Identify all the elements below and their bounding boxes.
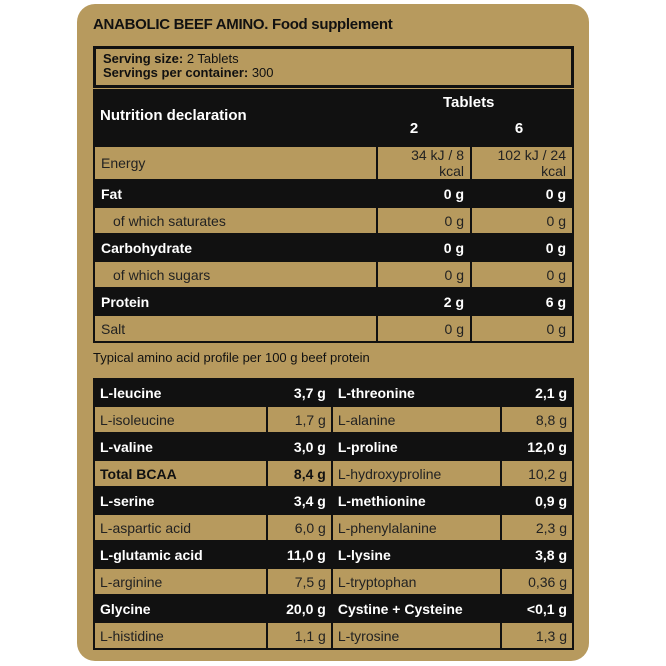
table-row: [94, 460, 573, 487]
nutrition-header: [93, 89, 574, 145]
table-row: [94, 288, 573, 315]
amino-name: L-methionine: [332, 487, 501, 514]
amino-name: Cystine + Cysteine: [332, 595, 501, 622]
amino-name: L-proline: [332, 433, 501, 460]
table-row: [94, 180, 573, 207]
row-label: Energy: [94, 146, 377, 180]
amino-value: 3,0 g: [267, 433, 332, 460]
servings-per-container: [103, 66, 564, 80]
amino-value: 3,4 g: [267, 487, 332, 514]
row-label: Protein: [94, 288, 377, 315]
amino-value: 7,5 g: [267, 568, 332, 595]
table-row: [94, 406, 573, 433]
amino-value: 0,9 g: [501, 487, 573, 514]
serving-info: [93, 46, 574, 88]
table-row: [94, 379, 573, 406]
table-row: [94, 315, 573, 342]
amino-value: 11,0 g: [267, 541, 332, 568]
amino-name: L-valine: [94, 433, 267, 460]
amino-value: 3,7 g: [267, 379, 332, 406]
row-label: Fat: [94, 180, 377, 207]
tablets-col-6: 6: [514, 120, 524, 137]
amino-value: <0,1 g: [501, 595, 573, 622]
row-value-2: 0 g: [377, 315, 471, 342]
amino-value: 20,0 g: [267, 595, 332, 622]
amino-name: L-threonine: [332, 379, 501, 406]
row-label: of which sugars: [94, 261, 377, 288]
amino-name: L-histidine: [94, 622, 267, 649]
row-value-2: 0 g: [377, 207, 471, 234]
row-value-2: 0 g: [377, 261, 471, 288]
amino-table: [93, 378, 574, 650]
table-row: [94, 487, 573, 514]
amino-name: L-tyrosine: [332, 622, 501, 649]
amino-name: L-tryptophan: [332, 568, 501, 595]
row-value-6: 0 g: [471, 234, 573, 261]
amino-name: L-alanine: [332, 406, 501, 433]
nutrition-heading: Nutrition declaration: [100, 107, 247, 124]
table-row: [94, 595, 573, 622]
amino-name: L-leucine: [94, 379, 267, 406]
amino-caption: Typical amino acid profile per 100 g beef protein: [93, 350, 370, 365]
table-row: [94, 234, 573, 261]
table-row: [94, 568, 573, 595]
amino-value: 8,4 g: [267, 460, 332, 487]
servings-per-container-value: 300: [248, 65, 274, 80]
amino-value: 10,2 g: [501, 460, 573, 487]
servings-per-container-label: Servings per container:: [103, 65, 249, 80]
table-row: [94, 207, 573, 234]
amino-name: Glycine: [94, 595, 267, 622]
supplement-label: [77, 4, 589, 661]
serving-size: [103, 52, 564, 66]
table-row: [94, 514, 573, 541]
table-row: [94, 261, 573, 288]
table-row: [94, 433, 573, 460]
row-value-6: 0 g: [471, 261, 573, 288]
amino-value: 3,8 g: [501, 541, 573, 568]
row-value-2: 0 g: [377, 234, 471, 261]
amino-name: L-arginine: [94, 568, 267, 595]
table-row: [94, 541, 573, 568]
row-label: Carbohydrate: [94, 234, 377, 261]
tablets-col-2: 2: [409, 120, 419, 137]
amino-value: 1,3 g: [501, 622, 573, 649]
row-value-2: 0 g: [377, 180, 471, 207]
amino-name: Total BCAA: [94, 460, 267, 487]
amino-value: 1,1 g: [267, 622, 332, 649]
amino-value: 0,36 g: [501, 568, 573, 595]
amino-value: 2,1 g: [501, 379, 573, 406]
row-label: of which saturates: [94, 207, 377, 234]
serving-size-value: 2 Tablets: [183, 51, 239, 66]
amino-name: L-serine: [94, 487, 267, 514]
amino-name: L-glutamic acid: [94, 541, 267, 568]
row-value-6: 0 g: [471, 315, 573, 342]
amino-value: 1,7 g: [267, 406, 332, 433]
amino-name: L-lysine: [332, 541, 501, 568]
row-value-2: 2 g: [377, 288, 471, 315]
row-value-6: 102 kJ / 24 kcal: [471, 146, 573, 180]
row-value-6: 6 g: [471, 288, 573, 315]
row-label: Salt: [94, 315, 377, 342]
amino-value: 6,0 g: [267, 514, 332, 541]
amino-value: 2,3 g: [501, 514, 573, 541]
amino-name: L-hydroxyproline: [332, 460, 501, 487]
nutrition-table: [93, 145, 574, 343]
serving-size-label: Serving size:: [103, 51, 184, 66]
row-value-6: 0 g: [471, 207, 573, 234]
row-value-6: 0 g: [471, 180, 573, 207]
amino-value: 12,0 g: [501, 433, 573, 460]
amino-value: 8,8 g: [501, 406, 573, 433]
row-value-2: 34 kJ / 8 kcal: [377, 146, 471, 180]
table-row: [94, 622, 573, 649]
amino-name: L-isoleucine: [94, 406, 267, 433]
table-row: [94, 146, 573, 180]
amino-name: L-aspartic acid: [94, 514, 267, 541]
amino-name: L-phenylalanine: [332, 514, 501, 541]
tablets-heading: Tablets: [443, 94, 495, 111]
product-title: ANABOLIC BEEF AMINO. Food supplement: [93, 16, 393, 33]
